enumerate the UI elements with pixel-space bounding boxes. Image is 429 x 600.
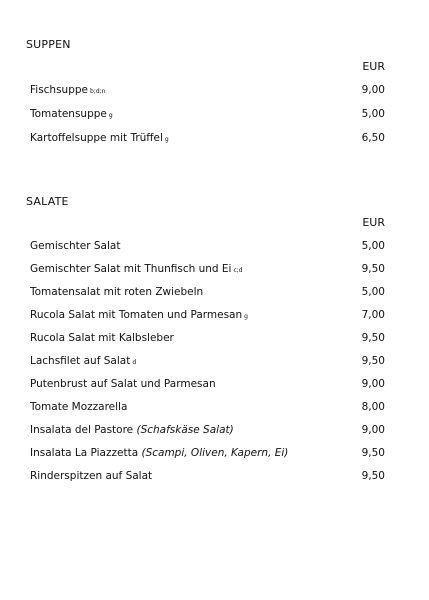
section-title: SUPPEN — [26, 38, 71, 51]
allergen-code: c;d — [233, 267, 243, 274]
item-name: Rucola Salat mit Tomaten und Parmesan — [30, 309, 243, 321]
item-price: 9,50 — [361, 355, 385, 367]
menu-item — [30, 330, 385, 346]
item-name-line — [30, 376, 216, 392]
item-price: 8,00 — [361, 401, 385, 413]
item-name-line — [30, 330, 174, 346]
item-name-line — [30, 353, 136, 371]
menu-item — [30, 130, 385, 146]
item-price: 5,00 — [361, 286, 385, 298]
item-name: Tomatensuppe — [30, 108, 107, 120]
item-name: Gemischter Salat mit Thunfisch und Ei — [30, 263, 232, 275]
item-name: Tomate Mozzarella — [30, 401, 128, 413]
item-name: Rinderspitzen auf Salat — [30, 470, 153, 482]
item-price: 9,50 — [361, 447, 385, 459]
currency-header: EUR — [362, 216, 385, 229]
menu-item — [30, 106, 385, 122]
item-price: 9,50 — [361, 470, 385, 482]
menu-item — [30, 284, 385, 300]
item-price: 6,50 — [361, 132, 385, 144]
item-note: (Schafskäse Salat) — [136, 424, 234, 436]
menu-item — [30, 307, 385, 323]
menu-item — [30, 376, 385, 392]
item-name: Fischsuppe — [30, 84, 89, 96]
item-name-line — [30, 82, 105, 100]
item-name: Insalata del Pastore — [30, 424, 134, 436]
item-name-line — [30, 422, 234, 438]
currency-header: EUR — [362, 60, 385, 73]
menu-item — [30, 422, 385, 438]
item-price: 9,00 — [361, 424, 385, 436]
item-name: Kartoffelsuppe mit Trüffel — [30, 132, 163, 144]
item-price: 9,50 — [361, 332, 385, 344]
menu-item — [30, 468, 385, 484]
item-name-line — [30, 261, 243, 279]
allergen-code: d — [132, 359, 137, 366]
item-name: Lachsfilet auf Salat — [30, 355, 131, 367]
item-name-line — [30, 445, 288, 461]
menu-item — [30, 399, 385, 415]
item-name-line — [30, 399, 127, 415]
item-name: Putenbrust auf Salat und Parmesan — [30, 378, 216, 390]
item-name-line — [30, 130, 169, 148]
item-name: Insalata La Piazzetta — [30, 447, 139, 459]
item-name-line — [30, 284, 203, 300]
item-name-line — [30, 238, 120, 254]
allergen-code: b;d;n — [90, 88, 106, 95]
item-price: 7,00 — [361, 309, 385, 321]
menu-item — [30, 445, 385, 461]
item-name: Gemischter Salat — [30, 240, 121, 252]
allergen-code: g — [108, 112, 113, 119]
item-price: 9,00 — [361, 84, 385, 96]
menu-item — [30, 261, 385, 277]
section-title: SALATE — [26, 195, 69, 208]
item-price: 5,00 — [361, 108, 385, 120]
menu-item — [30, 82, 385, 98]
allergen-code: g — [164, 136, 169, 143]
item-price: 9,50 — [361, 263, 385, 275]
item-price: 5,00 — [361, 240, 385, 252]
menu-item — [30, 238, 385, 254]
menu-item — [30, 353, 385, 369]
item-name-line — [30, 468, 152, 484]
item-name: Rucola Salat mit Kalbsleber — [30, 332, 174, 344]
item-name: Tomatensalat mit roten Zwiebeln — [30, 286, 204, 298]
item-name-line — [30, 106, 113, 124]
allergen-code: g — [244, 313, 248, 320]
item-name-line — [30, 307, 248, 325]
item-note: (Scampi, Oliven, Kapern, Ei) — [141, 447, 289, 459]
item-price: 9,00 — [361, 378, 385, 390]
